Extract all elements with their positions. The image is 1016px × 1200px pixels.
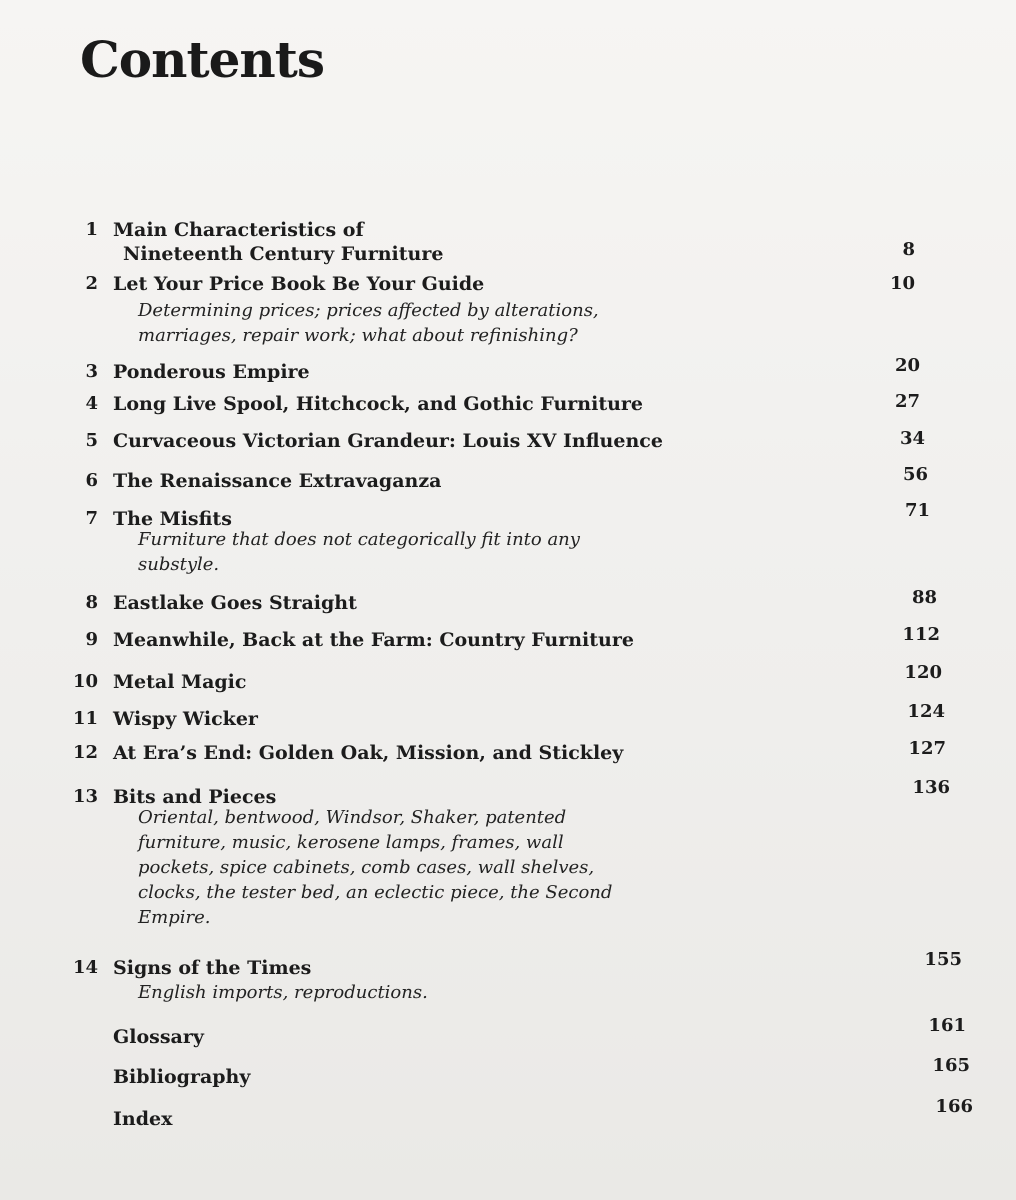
chapter-title-line: Eastlake Goes Straight (113, 592, 357, 614)
chapter-title (113, 670, 246, 694)
chapter-title-line: The Misfits (113, 508, 232, 530)
chapter-number: 2 (85, 273, 98, 294)
page-number: 120 (904, 662, 942, 683)
chapter-title (113, 392, 643, 416)
page-number: 71 (904, 500, 930, 521)
chapter-title (113, 469, 441, 493)
page-title: Contents (80, 30, 325, 89)
chapter-title-line: Let Your Price Book Be Your Guide (113, 273, 485, 295)
chapter-number: 13 (72, 786, 98, 807)
chapter-number: 10 (72, 671, 98, 692)
chapter-number: 5 (85, 430, 98, 451)
chapter-title-line: Ponderous Empire (113, 361, 310, 383)
page-number: 166 (935, 1096, 973, 1117)
chapter-title-line-2: Nineteenth Century Furniture (123, 243, 444, 265)
chapter-title-line: Bibliography (113, 1066, 251, 1088)
chapter-title (113, 741, 623, 765)
page-number: 27 (894, 391, 920, 412)
chapter-number: 1 (85, 219, 98, 240)
chapter-title (113, 1065, 250, 1089)
page-number: 56 (902, 464, 928, 485)
chapter-title (113, 1107, 172, 1131)
chapter-title-line: Metal Magic (113, 671, 247, 693)
chapter-title-line: Meanwhile, Back at the Farm: Country Furniture (113, 629, 634, 651)
chapter-description-line: substyle. (138, 554, 220, 575)
chapter-title-line: Index (113, 1108, 173, 1130)
chapter-title (113, 1025, 204, 1049)
chapter-number: 11 (72, 708, 98, 729)
page-number: 165 (932, 1055, 970, 1076)
page-number: 88 (911, 587, 937, 608)
chapter-number: 8 (85, 592, 98, 613)
page-number: 124 (907, 701, 945, 722)
chapter-title (113, 429, 663, 453)
chapter-description-line: Determining prices; prices affected by alterations, (138, 300, 599, 321)
chapter-number: 7 (85, 508, 98, 529)
page-number: 20 (894, 355, 920, 376)
page-number: 10 (889, 273, 915, 294)
chapter-title (113, 360, 310, 384)
chapter-description-line: Empire. (138, 907, 211, 928)
chapter-title-line: Glossary (113, 1026, 204, 1048)
chapter-title (113, 707, 258, 731)
chapter-number: 12 (72, 742, 98, 763)
chapter-title (113, 272, 484, 296)
chapter-description-line: Oriental, bentwood, Windsor, Shaker, patented (138, 807, 567, 828)
chapter-title-line: Curvaceous Victorian Grandeur: Louis XV Influence (113, 430, 663, 452)
chapter-title-line: The Renaissance Extravaganza (113, 470, 442, 492)
chapter-number: 3 (85, 361, 98, 382)
chapter-number: 4 (85, 393, 98, 414)
page-number: 155 (924, 949, 962, 970)
chapter-title (113, 956, 311, 980)
chapter-number: 6 (85, 470, 98, 491)
chapter-title-line: Signs of the Times (113, 957, 312, 979)
chapter-description-line: Furniture that does not categorically fit into any (138, 529, 580, 550)
chapter-title-line: At Era’s End: Golden Oak, Mission, and Stickley (113, 742, 624, 764)
page-number: 136 (912, 777, 950, 798)
chapter-description-line: clocks, the tester bed, an eclectic piece, the Second (138, 882, 613, 903)
chapter-title (113, 591, 357, 615)
page-number: 8 (902, 239, 915, 260)
chapter-title (113, 218, 443, 266)
chapter-title-line: Long Live Spool, Hitchcock, and Gothic Furniture (113, 393, 644, 415)
chapter-title-line: Bits and Pieces (113, 786, 277, 808)
page-number: 112 (902, 624, 940, 645)
chapter-title-line: Wispy Wicker (113, 708, 258, 730)
chapter-title (113, 628, 634, 652)
chapter-number: 9 (85, 629, 98, 650)
page-number: 34 (899, 428, 925, 449)
chapter-description-line: furniture, music, kerosene lamps, frames, wall (138, 832, 564, 853)
chapter-description-line: English imports, reproductions. (138, 982, 428, 1003)
chapter-title-line: Main Characteristics of (113, 219, 364, 241)
chapter-description-line: marriages, repair work; what about refinishing? (138, 325, 578, 346)
chapter-description-line: pockets, spice cabinets, comb cases, wall shelves, (138, 857, 595, 878)
page-number: 161 (928, 1015, 966, 1036)
chapter-number: 14 (72, 957, 98, 978)
page-number: 127 (908, 738, 946, 759)
